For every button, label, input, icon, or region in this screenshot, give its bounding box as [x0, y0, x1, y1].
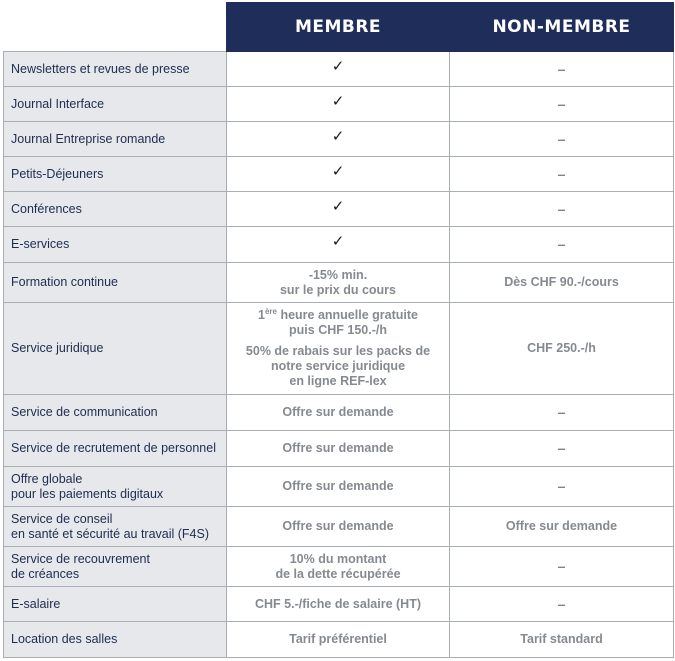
row-label: Service de communication — [4, 395, 227, 431]
check-icon: ✓ — [331, 162, 345, 180]
table-row — [4, 157, 674, 192]
membre-cell — [227, 122, 450, 157]
dash-icon: – — [557, 404, 566, 420]
dash-icon: – — [557, 558, 566, 574]
check-icon: ✓ — [331, 92, 345, 110]
membre-cell: Tarif préférentiel — [227, 622, 450, 658]
non-membre-cell — [450, 227, 674, 263]
table-row — [4, 303, 674, 395]
row-label: E-salaire — [4, 587, 227, 622]
non-membre-cell — [450, 52, 674, 87]
row-label: Location des salles — [4, 622, 227, 658]
table-row — [4, 431, 674, 467]
table-row — [4, 122, 674, 157]
header-non-membre: NON-MEMBRE — [450, 3, 674, 52]
row-label: Service de recouvrement de créances — [4, 547, 227, 587]
membre-cell — [227, 227, 450, 263]
row-label: Offre globale pour les paiements digitaux — [4, 467, 227, 507]
row-label: E-services — [4, 227, 227, 263]
row-label: Conférences — [4, 192, 227, 227]
membre-cell: Offre sur demande — [227, 431, 450, 467]
dash-icon: – — [557, 478, 566, 494]
membre-cell — [227, 303, 450, 395]
non-membre-cell: CHF 250.-/h — [450, 303, 674, 395]
membre-line: -15% min. — [308, 267, 368, 282]
row-label: Petits-Déjeuners — [4, 157, 227, 192]
check-icon: ✓ — [331, 197, 345, 215]
membre-line: 10% du montant — [289, 551, 387, 566]
non-membre-cell — [450, 431, 674, 467]
membre-cell — [227, 157, 450, 192]
non-membre-cell: Dès CHF 90.-/cours — [450, 263, 674, 303]
table-row — [4, 87, 674, 122]
membre-cell: Offre sur demande — [227, 507, 450, 547]
membre-line: sur le prix du cours — [279, 282, 396, 297]
table-row — [4, 507, 674, 547]
table-row — [4, 395, 674, 431]
dash-icon: – — [557, 95, 566, 112]
non-membre-cell: Tarif standard — [450, 622, 674, 658]
check-icon: ✓ — [331, 127, 345, 145]
membre-cell — [227, 87, 450, 122]
membre-cell: Offre sur demande — [227, 395, 450, 431]
dash-icon: – — [557, 200, 566, 217]
table-row — [4, 587, 674, 622]
membership-comparison-table — [3, 2, 674, 658]
table-row — [4, 263, 674, 303]
membre-cell — [227, 547, 450, 587]
membre-cell: Offre sur demande — [227, 467, 450, 507]
membre-line: 1ère heure annuelle gratuite — [258, 307, 418, 322]
membre-cell — [227, 52, 450, 87]
table-row — [4, 547, 674, 587]
row-label: Newsletters et revues de presse — [4, 52, 227, 87]
table-row — [4, 467, 674, 507]
row-label: Journal Entreprise romande — [4, 122, 227, 157]
table-row — [4, 192, 674, 227]
header-membre: MEMBRE — [227, 3, 450, 52]
membre-line: 50% de rabais sur les packs de — [245, 344, 431, 358]
row-label: Journal Interface — [4, 87, 227, 122]
non-membre-cell — [450, 122, 674, 157]
non-membre-cell — [450, 87, 674, 122]
membre-line: notre service juridique — [270, 359, 406, 373]
membre-line: en ligne REF-lex — [289, 374, 387, 388]
non-membre-cell — [450, 467, 674, 507]
table-row — [4, 52, 674, 87]
header-blank-cell — [4, 3, 227, 52]
row-label: Service de recrutement de personnel — [4, 431, 227, 467]
dash-icon: – — [557, 440, 566, 456]
row-label: Service juridique — [4, 303, 227, 395]
dash-icon: – — [557, 236, 566, 252]
non-membre-cell — [450, 547, 674, 587]
non-membre-cell — [450, 395, 674, 431]
non-membre-cell — [450, 587, 674, 622]
membre-cell — [227, 263, 450, 303]
dash-icon: – — [557, 595, 566, 612]
non-membre-cell: Offre sur demande — [450, 507, 674, 547]
table-row — [4, 227, 674, 263]
row-label: Service de conseil en santé et sécurité au travail (F4S) — [4, 507, 227, 547]
membre-cell — [227, 192, 450, 227]
membre-line: de la dette récupérée — [275, 566, 401, 581]
table-row — [4, 622, 674, 658]
membre-line: puis CHF 150.-/h — [289, 323, 387, 337]
non-membre-cell — [450, 157, 674, 192]
membre-cell: CHF 5.-/fiche de salaire (HT) — [227, 587, 450, 622]
dash-icon: – — [557, 60, 566, 77]
row-label: Formation continue — [4, 263, 227, 303]
check-icon: ✓ — [331, 233, 345, 250]
dash-icon: – — [557, 165, 566, 182]
dash-icon: – — [557, 130, 566, 147]
check-icon: ✓ — [331, 57, 345, 75]
non-membre-cell — [450, 192, 674, 227]
